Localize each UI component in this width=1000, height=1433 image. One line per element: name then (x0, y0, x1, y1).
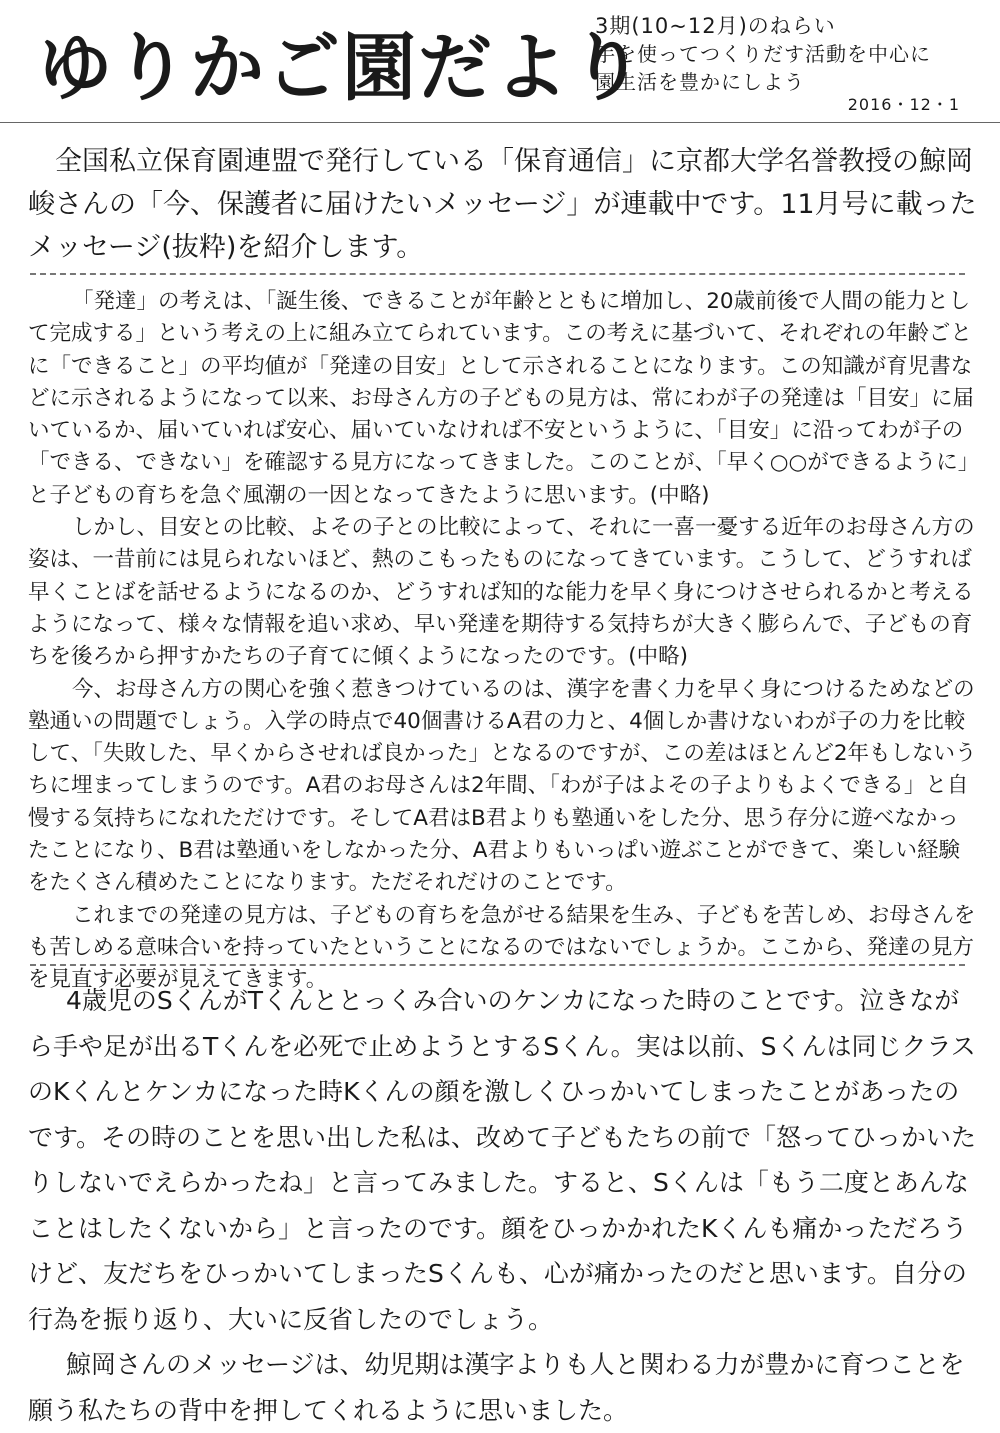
header-divider (0, 122, 1000, 123)
intro-paragraph: 全国私立保育園連盟で発行している「保育通信」に京都大学名誉教授の鯨岡峻さんの「今、保護者に届けたいメッセージ」が連載中です。11月号に載ったメッセージ(抜粋)を紹介します。 (28, 146, 977, 263)
dashed-divider (30, 273, 965, 275)
issue-date: 2016・12・1 (847, 95, 960, 114)
story-paragraph: 鯨岡さんのメッセージは、幼児期は漢字よりも人と関わる力が豊かに育つことを願う私たちの背中を押してくれるように思いました。 (28, 1350, 965, 1425)
aims-text-line2: 園生活を豊かにしよう (595, 70, 805, 94)
term-aims (595, 12, 990, 96)
story-section (28, 978, 978, 1433)
quote-paragraph: これまでの発達の見方は、子どもの育ちを急がせる結果を生み、子どもを苦しめ、お母さんをも苦しめる意味合いを持っていたということになるのではないでしょうか。ここから、発達の見方を見直す必要が見えてきます。 (28, 902, 976, 993)
aims-heading: 3期(10~12月)のねらい (595, 14, 836, 38)
quote-section (28, 286, 978, 997)
quote-paragraph: しかし、目安との比較、よその子との比較によって、それに一喜一憂する近年のお母さん方の姿は、一昔前には見られないほど、熱のこもったものになってきています。こうして、どうすれば早くことばを話せるようになるのか、どうすれば知的な能力を早く身につけさせられるかと考えるようになって、様々な情報を追い求め、早い発達を期待する気持ちが大きく膨らんで、子どもの育ちを後ろから押すかたちの子育てに傾くようになったのです。(中略) (28, 515, 975, 670)
quote-paragraph: 今、お母さん方の関心を強く惹きつけているのは、漢字を書く力を早く身につけるためなどの塾通いの問題でしょう。入学の時点で40個書けるA君の力と、4個しか書けないわが子の力を比較して、「失敗した、早くからさせれば良かった」となるのですが、この差はほとんど2年もしないうちに埋まってしまうのです。A君のお母さんは2年間、「わが子はよその子よりもよくできる」と自慢する気持ちになれただけです。そしてA君はB君よりも塾通いをした分、思う存分に遊べなかったことになり、B君は塾通いをしなかった分、A君よりもいっぱい遊ぶことができて、楽しい経験をたくさん積めたことになります。ただそれだけのことです。 (28, 676, 977, 896)
dashed-divider (30, 964, 965, 966)
newsletter-title: ゆりかご園だより (38, 25, 646, 111)
story-paragraph: 4歳児のSくんがTくんととっくみ合いのケンカになった時のことです。泣きながら手や足が出るTくんを必死で止めようとするSくん。実は以前、Sくんは同じクラスのKくんとケンカになった時Kくんの顔を激しくひっかいてしまったことがあったのです。その時のことを思い出した私は、改めて子どもたちの前で「怒ってひっかいたりしないでえらかったね」と言ってみました。すると、Sくんは「もう二度とあんなことはしたくないから」と言ったのです。顔をひっかかれたKくんも痛かっただろうけど、友だちをひっかいてしまったSくんも、心が痛かったのだと思います。自分の行為を振り返り、大いに反省したのでしょう。 (28, 986, 977, 1334)
intro-section (28, 140, 978, 269)
aims-text-line1: 手を使ってつくりだす活動を中心に (595, 42, 931, 66)
quote-paragraph: 「発達」の考えは、「誕生後、できることが年齢とともに増加し、20歳前後で人間の能力として完成する」という考えの上に組み立てられています。この考えに基づいて、それぞれの年齢ごとに「できること」の平均値が「発達の目安」として示されることになります。この知識が育児書などに示されるようになって以来、お母さん方の子どもの見方は、常にわが子の発達は「目安」に届いているか、届いていれば安心、届いていなければ不安というように、「目安」に沿ってわが子の「できる、できない」を確認する見方になってきました。このことが、「早く○○ができるように」と子どもの育ちを急ぐ風潮の一因となってきたように思います。(中略) (28, 289, 975, 508)
